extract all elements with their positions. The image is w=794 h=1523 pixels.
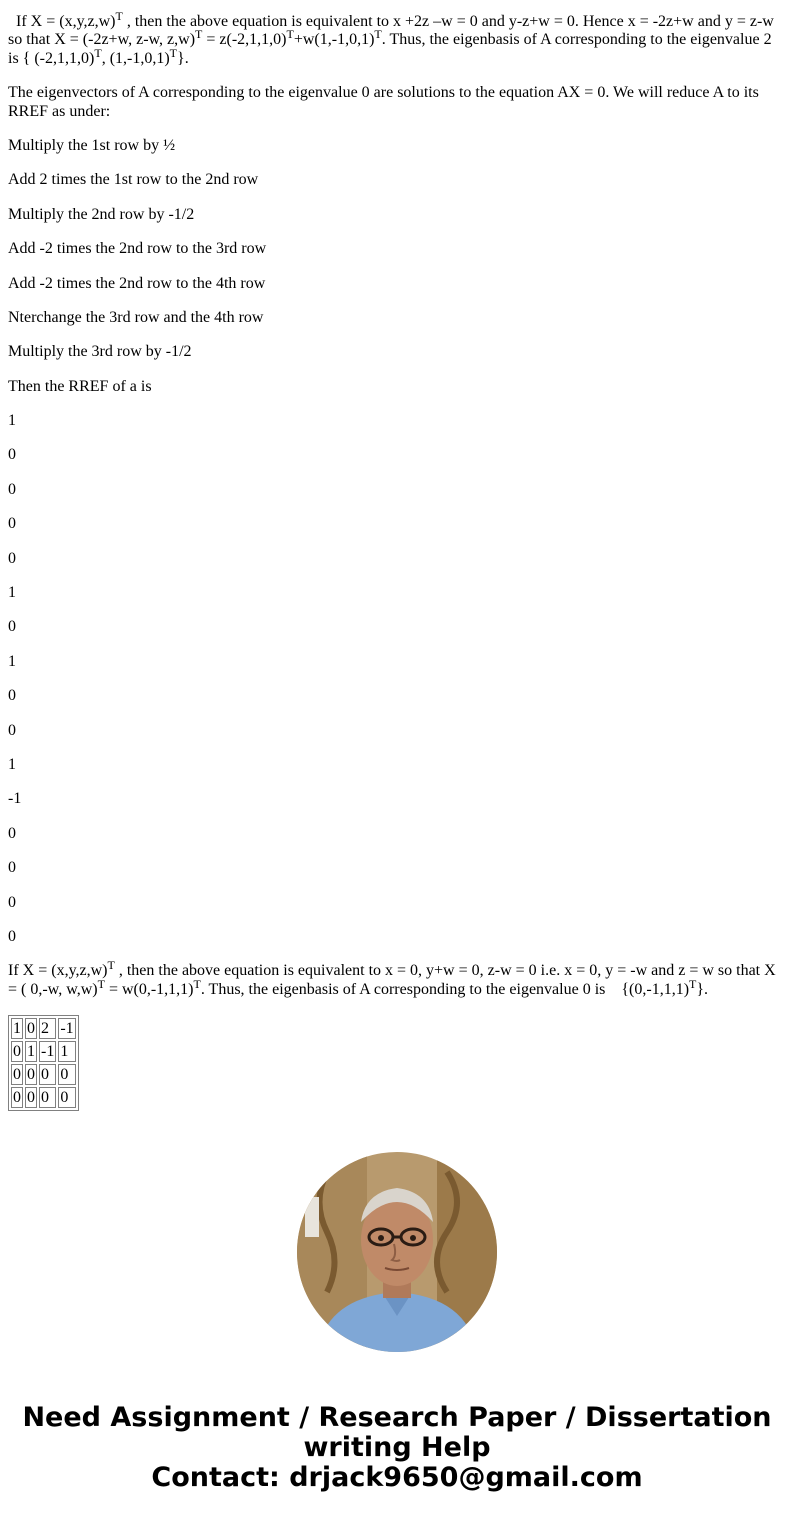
matrix-value: 1	[8, 755, 16, 773]
text-run: , (1,-1,0,1)	[101, 49, 170, 67]
matrix-value: 1	[8, 652, 16, 670]
matrix-value: -1	[8, 790, 22, 808]
paragraph-eigenvalue-0	[8, 958, 786, 999]
transpose-sup: T	[97, 976, 105, 991]
step-3: Multiply the 2nd row by -1/2	[8, 205, 195, 223]
matrix-value: 0	[8, 515, 16, 533]
banner-line-2: writing Help	[303, 1432, 491, 1463]
banner-contact-email: Contact: drjack9650@gmail.com	[151, 1462, 643, 1493]
rref-intro: Then the RREF of a is	[8, 377, 152, 395]
rref-matrix-table	[8, 1015, 79, 1111]
banner-line-1: Need Assignment / Research Paper / Dissertation	[22, 1402, 772, 1433]
step-7: Multiply the 3rd row by -1/2	[8, 343, 192, 361]
matrix-cell: 0	[13, 1089, 21, 1107]
matrix-cell: 0	[39, 1064, 56, 1085]
matrix-row	[11, 1018, 76, 1039]
text-run: = w(0,-1,1,1)	[104, 980, 194, 998]
transpose-sup: T	[195, 27, 203, 42]
matrix-cell: 0	[27, 1089, 35, 1107]
matrix-cell: -1	[41, 1043, 55, 1061]
matrix-value: 1	[8, 584, 16, 602]
text-run: . Thus, the eigenbasis of A corresponding to the eigenvalue 2 is { (-2,1,1,0)	[8, 31, 772, 67]
step-6: Nterchange the 3rd row and the 4th row	[8, 308, 264, 326]
step-4: Add -2 times the 2nd row to the 3rd row	[8, 240, 267, 258]
matrix-value: 0	[8, 824, 16, 842]
matrix-cell: 0	[39, 1087, 56, 1108]
matrix-value: 0	[8, 687, 16, 705]
matrix-value: 0	[8, 927, 16, 945]
step-2: Add 2 times the 1st row to the 2nd row	[8, 171, 259, 189]
matrix-row	[11, 1064, 76, 1085]
matrix-value: 0	[8, 446, 16, 464]
text-run: If X = (x,y,z,w)	[8, 962, 108, 980]
matrix-cell: 0	[27, 1066, 35, 1084]
transpose-sup: T	[689, 976, 697, 991]
text-run: }.	[696, 980, 709, 998]
matrix-value: 0	[8, 859, 16, 877]
author-portrait-image	[297, 1152, 497, 1352]
transpose-sup: T	[169, 45, 178, 60]
matrix-cell: 2	[39, 1018, 56, 1039]
transpose-sup: T	[115, 9, 123, 23]
matrix-value: 0	[8, 480, 16, 498]
paragraph-eigenvalue-0-intro: The eigenvectors of A corresponding to the eigenvalue 0 are solutions to the equation AX = 0. We will reduce A to its RREF as under:	[8, 84, 759, 120]
text-run: }.	[177, 49, 189, 67]
matrix-value: 1	[8, 412, 16, 430]
matrix-cell: 1	[13, 1020, 21, 1038]
text-run: , then the above equation is equivalent to x +2z –w = 0 and y-z+w = 0. Hence x = -2z+w and y = z-w so that X = (-2z+w, z-w, z,w)	[8, 13, 774, 49]
paragraph-eigenvalue-2	[8, 9, 786, 68]
matrix-cell: 0	[58, 1087, 75, 1108]
matrix-value: 0	[8, 618, 16, 636]
transpose-sup: T	[193, 976, 201, 991]
step-1: Multiply the 1st row by ½	[8, 136, 176, 154]
transpose-sup: T	[374, 27, 382, 42]
matrix-cell: 1	[27, 1043, 35, 1061]
step-5: Add -2 times the 2nd row to the 4th row	[8, 274, 266, 292]
transpose-sup: T	[94, 45, 102, 60]
contact-banner	[0, 1403, 794, 1493]
matrix-row	[11, 1087, 76, 1108]
transpose-sup: T	[286, 27, 294, 42]
text-run: = z(-2,1,1,0)	[202, 31, 287, 49]
matrix-value: 0	[8, 893, 16, 911]
matrix-cell: 1	[58, 1041, 75, 1062]
text-run: , then the above equation is equivalent to x = 0, y+w = 0, z-w = 0 i.e. x = 0, y = -w and z = w so that X = ( 0,-w, w,w)	[8, 962, 776, 998]
matrix-cell: -1	[60, 1020, 74, 1038]
matrix-row	[11, 1041, 76, 1062]
matrix-cell: 0	[13, 1043, 21, 1061]
transpose-sup: T	[107, 958, 115, 973]
matrix-cell: 0	[27, 1020, 35, 1038]
matrix-value: 0	[8, 721, 16, 739]
matrix-cell: 0	[58, 1064, 75, 1085]
matrix-cell: 0	[13, 1066, 21, 1084]
matrix-value: 0	[8, 549, 16, 567]
text-run: . Thus, the eigenbasis of A corresponding to the eigenvalue 0 is {(0,-1,1,1)	[200, 980, 690, 998]
author-avatar	[297, 1152, 497, 1352]
text-run: +w(1,-1,0,1)	[293, 31, 375, 49]
text-run: If X = (x,y,z,w)	[16, 13, 116, 30]
